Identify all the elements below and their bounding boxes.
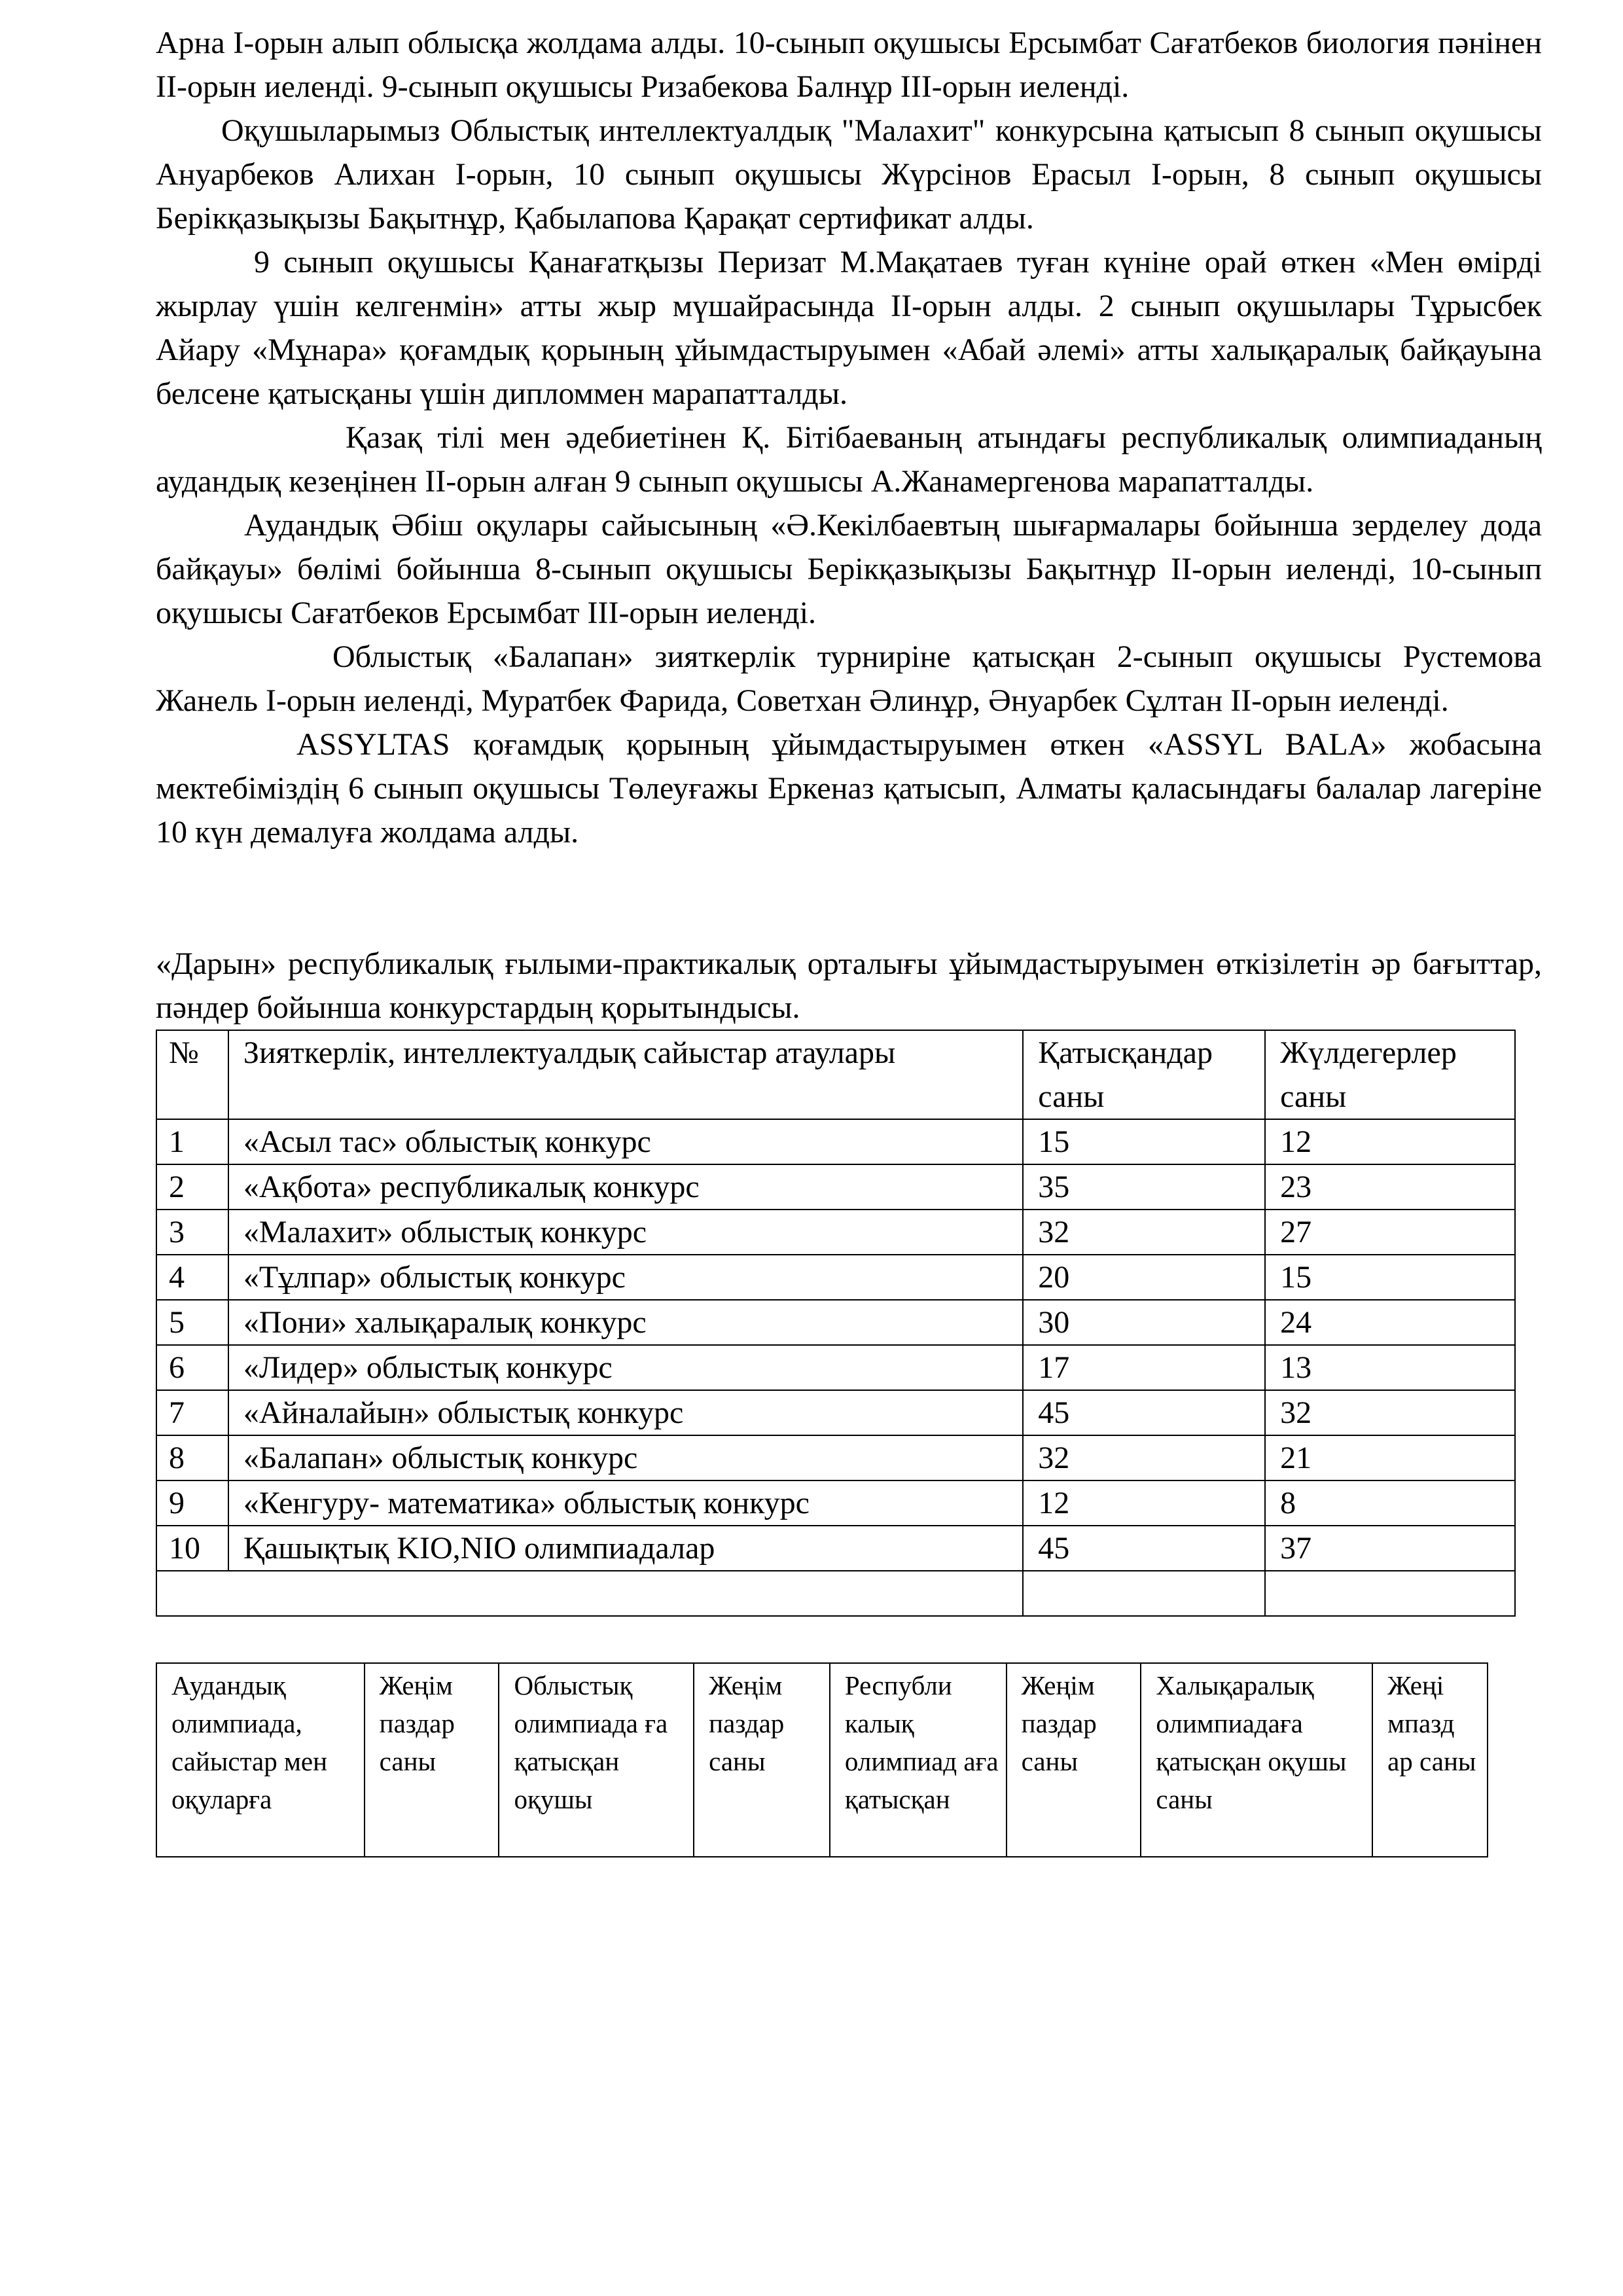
paragraph: ASSYLTAS қоғамдық қорының ұйымдастыруымен өткен «ASSYL BALA» жобасына мектебіміздің 6 сынып оқушысы Төлеуғажы Еркеназ қатысып, Алматы қаласындағы балалар лагеріне 10 күн демалуға жолдама алды. (156, 727, 1542, 850)
winners-cell: 32 (1265, 1390, 1515, 1435)
winners-cell: 8 (1265, 1480, 1515, 1526)
body-text (156, 21, 1542, 854)
table-row-empty (156, 1571, 1515, 1616)
table-row (156, 1255, 1515, 1300)
competition-name-cell: «Балапан» облыстық конкурс (228, 1435, 1023, 1480)
header-cell: Жеңім паздар саны (694, 1663, 830, 1857)
table-row (156, 1119, 1515, 1164)
header-cell: Халықаралық олимпиадаға қатысқан оқушы саны (1141, 1663, 1372, 1857)
competition-name-cell: «Тұлпар» облыстық конкурс (228, 1255, 1023, 1300)
winners-cell: 37 (1265, 1526, 1515, 1571)
header-cell: Қатысқандар саны (1023, 1030, 1265, 1119)
participants-cell: 45 (1023, 1390, 1265, 1435)
olympiad-summary-table (156, 1662, 1488, 1857)
document-page (156, 21, 1542, 1857)
table-header-row (156, 1030, 1515, 1119)
table-intro: «Дарын» республикалық ғылыми-практикалық орталығы ұйымдастыруымен өткізілетін әр бағыттар, пәндер бойынша конкурстардың қорытындысы. (156, 946, 1542, 1025)
header-cell: Облыстық олимпиада ға қатысқан оқушы (499, 1663, 694, 1857)
row-number-cell: 10 (156, 1526, 228, 1571)
competition-name-cell: «Малахит» облыстық конкурс (228, 1210, 1023, 1255)
participants-cell: 17 (1023, 1345, 1265, 1390)
competition-results-table (156, 1030, 1516, 1617)
table-row (156, 1480, 1515, 1526)
winners-cell: 24 (1265, 1300, 1515, 1345)
row-number-cell: 7 (156, 1390, 228, 1435)
competition-name-cell: «Кенгуру- математика» облыстық конкурс (228, 1480, 1023, 1526)
competition-name-cell: «Асыл тас» облыстық конкурс (228, 1119, 1023, 1164)
competition-name-cell: «Лидер» облыстық конкурс (228, 1345, 1023, 1390)
participants-cell: 35 (1023, 1164, 1265, 1210)
paragraph: Қазақ тілі мен әдебиетінен Қ. Бітібаеваның атындағы республикалық олимпиаданың аудандық кезеңінен ІІ-орын алған 9 сынып оқушысы А.Жанамергенова марапатталды. (156, 420, 1542, 499)
header-cell: Жүлдегерлер саны (1265, 1030, 1515, 1119)
paragraph: Аудандық Әбіш оқулары сайысының «Ә.Кекілбаевтың шығармалары бойынша зерделеу дода байқауы» бөлімі бойынша 8-сынып оқушысы Берікқазықызы Бақытнұр ІІ-орын иеленді, 10-сынып оқушысы Сағатбеков Ерсымбат ІІІ-орын иеленді. (156, 508, 1542, 630)
table-row (156, 1435, 1515, 1480)
winners-cell: 13 (1265, 1345, 1515, 1390)
participants-cell: 45 (1023, 1526, 1265, 1571)
winners-cell: 23 (1265, 1164, 1515, 1210)
header-cell: Зияткерлік, интеллектуалдық сайыстар атаулары (228, 1030, 1023, 1119)
table-row (156, 1390, 1515, 1435)
participants-cell: 30 (1023, 1300, 1265, 1345)
winners-cell: 21 (1265, 1435, 1515, 1480)
table-row (156, 1526, 1515, 1571)
row-number-cell: 9 (156, 1480, 228, 1526)
competition-name-cell: «Пони» халықаралық конкурс (228, 1300, 1023, 1345)
row-number-cell: 1 (156, 1119, 228, 1164)
competition-name-cell: «Айналайын» облыстық конкурс (228, 1390, 1023, 1435)
row-number-cell: 3 (156, 1210, 228, 1255)
row-number-cell: 2 (156, 1164, 228, 1210)
empty-cell (1265, 1571, 1515, 1616)
row-number-cell: 4 (156, 1255, 228, 1300)
paragraph: Облыстық «Балапан» зияткерлік турниріне қатысқан 2-сынып оқушысы Рустемова Жанель І-орын иеленді, Муратбек Фарида, Советхан Әлинұр, Әнуарбек Сұлтан ІІ-орын иеленді. (156, 639, 1542, 718)
participants-cell: 32 (1023, 1210, 1265, 1255)
row-number-cell: 6 (156, 1345, 228, 1390)
winners-cell: 15 (1265, 1255, 1515, 1300)
header-cell: № (156, 1030, 228, 1119)
table-body (156, 1119, 1515, 1571)
table-row (156, 1345, 1515, 1390)
header-cell: Жеңі мпазд ар саны (1372, 1663, 1488, 1857)
paragraph: 9 сынып оқушысы Қанағатқызы Перизат М.Мақатаев туған күніне орай өткен «Мен өмірді жырлау үшін келгенмін» атты жыр мүшайрасында ІІ-орын алды. 2 сынып оқушылары Тұрысбек Айару «Мұнара» қоғамдық қорының ұйымдастыруымен «Абай әлемі» атты халықаралық байқауына белсене қатысқаны үшін дипломмен марапатталды. (156, 245, 1542, 411)
header-cell: Республи калық олимпиад аға қатысқан (830, 1663, 1007, 1857)
participants-cell: 32 (1023, 1435, 1265, 1480)
competition-name-cell: «Ақбота» республикалық конкурс (228, 1164, 1023, 1210)
empty-cell (156, 1571, 1023, 1616)
competition-name-cell: Қашықтық KIO,NIO олимпиадалар (228, 1526, 1023, 1571)
table-header-row (156, 1663, 1488, 1857)
row-number-cell: 5 (156, 1300, 228, 1345)
paragraph: Арна І-орын алып облысқа жолдама алды. 10-сынып оқушысы Ерсымбат Сағатбеков биология пәнінен ІІ-орын иеленді. 9-сынып оқушысы Ризабекова Балнұр ІІІ-орын иеленді. (156, 26, 1542, 104)
winners-cell: 12 (1265, 1119, 1515, 1164)
table-row (156, 1300, 1515, 1345)
participants-cell: 12 (1023, 1480, 1265, 1526)
table-row (156, 1210, 1515, 1255)
spacer (156, 854, 1542, 942)
paragraph: Оқушыларымыз Облыстық интеллектуалдық "Малахит" конкурсына қатысып 8 сынып оқушысы Ануарбеков Алихан І-орын, 10 сынып оқушысы Жүрсінов Ерасыл І-орын, 8 сынып оқушысы Берікқазықызы Бақытнұр, Қабылапова Қарақат сертификат алды. (156, 113, 1542, 236)
row-number-cell: 8 (156, 1435, 228, 1480)
winners-cell: 27 (1265, 1210, 1515, 1255)
participants-cell: 20 (1023, 1255, 1265, 1300)
header-cell: Жеңім паздар саны (365, 1663, 499, 1857)
header-cell: Аудандық олимпиада, сайыстар мен оқуларға (156, 1663, 365, 1857)
table-row (156, 1164, 1515, 1210)
participants-cell: 15 (1023, 1119, 1265, 1164)
empty-cell (1023, 1571, 1265, 1616)
header-cell: Жеңім паздар саны (1007, 1663, 1141, 1857)
